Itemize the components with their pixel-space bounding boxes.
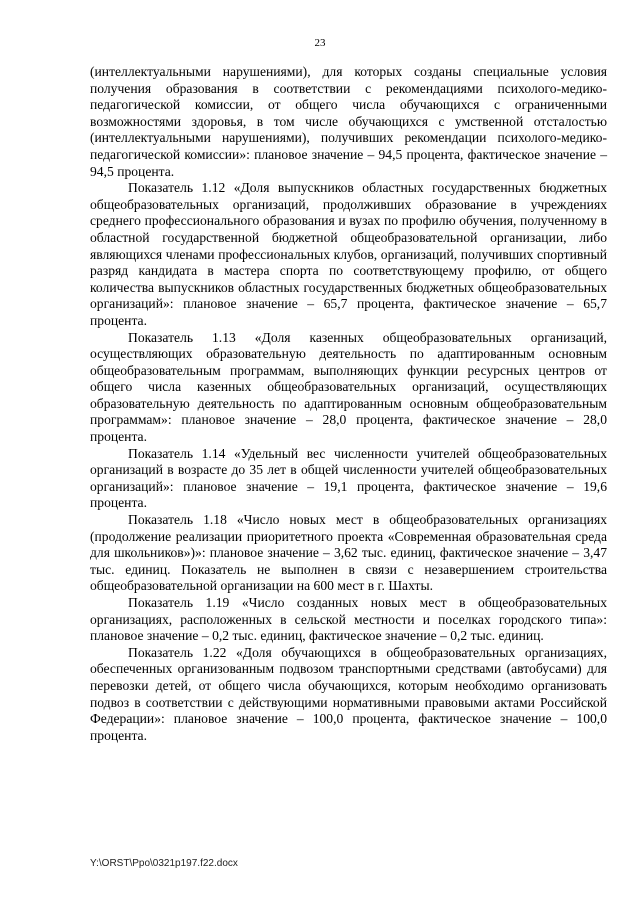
paragraph-indicator-1-12: Показатель 1.12 «Доля выпускников областных государственных бюджетных общеобразовательных организаций, продолживших образование в учреждениях среднего профессионального образования и вузах по профилю обучения, полученному в областной государственной бюджетной общеобразовательной организации, либо являющихся членами профессиональных клубов, организаций, получивших спортивный разряд кандидата в мастера спорта по соответствующему профилю, от общего количества выпускников областных государственных бюджетных общеобразовательных организаций»: плановое значение – 65,7 процента, фактическое значение – 65,7 процента.: [90, 180, 607, 328]
paragraph-indicator-1-13: Показатель 1.13 «Доля казенных общеобразовательных организаций, осуществляющих образовательную деятельность по адаптированным основным общеобразовательным программам, выполняющих функции ресурсных центров от общего числа казенных общеобразовательных организаций, осуществляющих образовательную деятельность по адаптированным основным общеобразовательным программам»: плановое значение – 28,0 процента, фактическое значение – 28,0 процента.: [90, 329, 607, 445]
document-body: [90, 64, 607, 744]
paragraph-indicator-1-18: Показатель 1.18 «Число новых мест в общеобразовательных организациях (продолжение реализации приоритетного проекта «Современная образовательная среда для школьников»)»: плановое значение – 3,62 тыс. единиц, фактическое значение – 3,47 тыс. единиц. Показатель не выполнен в связи с незавершением строительства общеобразовательной организации на 600 мест в г. Шахты.: [90, 512, 607, 594]
paragraph-indicator-1-22: Показатель 1.22 «Доля обучающихся в общеобразовательных организациях, обеспеченных организованным подвозом транспортными средствами (автобусами) для перевозки детей, от общего числа обучающихся, которым необходимо организовать подвоз в соответствии с действующими нормативными правовыми актами Российской Федерации»: плановое значение – 100,0 процента, фактическое значение – 100,0 процента.: [90, 644, 607, 743]
paragraph-continuation: (интеллектуальными нарушениями), для которых созданы специальные условия получения образования в соответствии с рекомендациями психолого-медико-педагогической комиссии, от общего числа обучающихся с ограниченными возможностями здоровья, в том числе обучающихся с умственной отсталостью (интеллектуальными нарушениями), получивших рекомендации психолого-медико-педагогической комиссии»: плановое значение – 94,5 процента, фактическое значение – 94,5 процента.: [90, 64, 607, 179]
page-number: 23: [314, 37, 326, 49]
footer-file-path: Y:\ORST\Ppo\0321p197.f22.docx: [90, 858, 238, 869]
paragraph-indicator-1-14: Показатель 1.14 «Удельный вес численности учителей общеобразовательных организаций в возрасте до 35 лет в общей численности учителей общеобразовательных организаций»: плановое значение – 19,1 процента, фактическое значение – 19,6 процента.: [90, 445, 607, 511]
paragraph-indicator-1-19: Показатель 1.19 «Число созданных новых мест в общеобразовательных организациях, расположенных в сельской местности и поселках городского типа»: плановое значение – 0,2 тыс. единиц, фактическое значение – 0,2 тыс. единиц.: [90, 595, 607, 644]
